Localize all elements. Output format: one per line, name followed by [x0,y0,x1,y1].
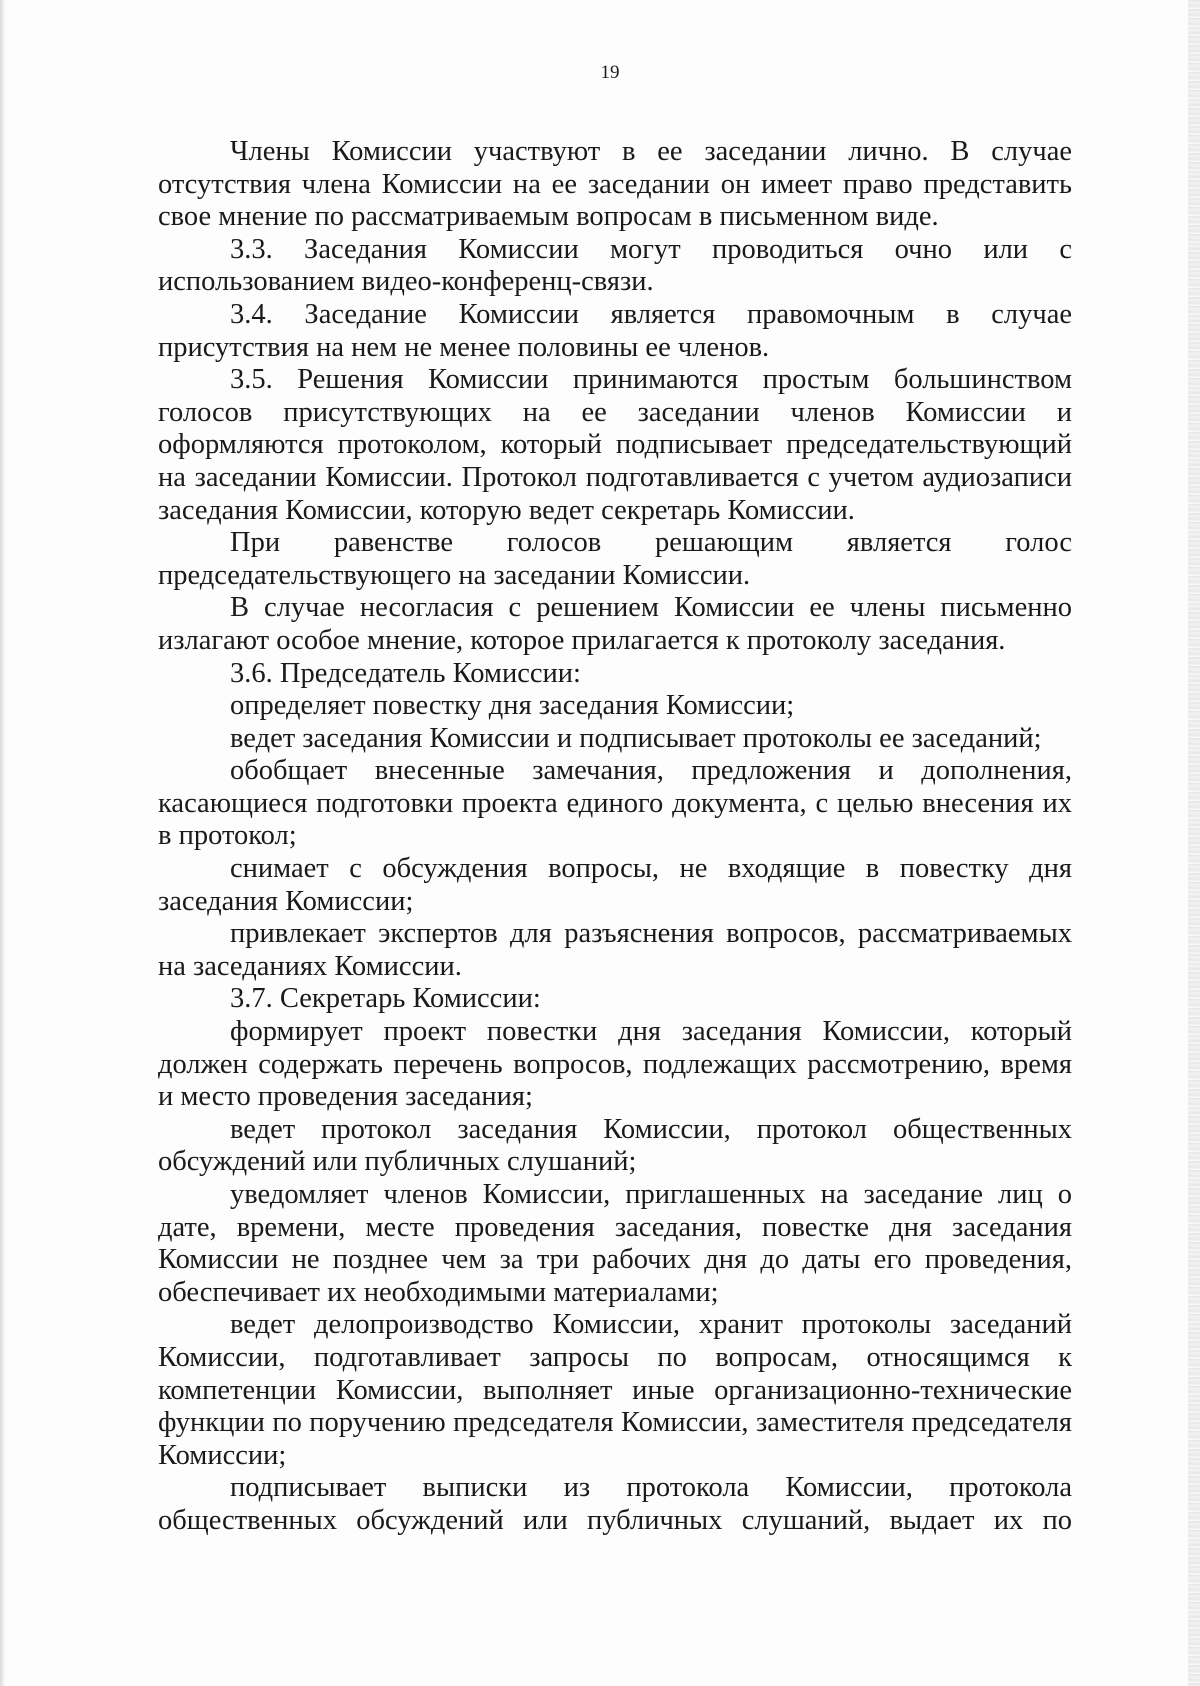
scan-left-edge [0,0,6,1686]
list-item-secretary-records: ведет делопроизводство Комиссии, хранит протоколы заседаний Комиссии, подготавливает запросы по вопросам, относящимся к компетенции Комиссии, выполняет иные организационно-технические функции по поручению председателя Комиссии, заместителя председателя Комиссии; [158,1309,1072,1471]
list-item-chairman-agenda: определяет повестку дня заседания Комиссии; [230,690,795,722]
paragraph-3-4: 3.4. Заседание Комиссии является правомочным в случае присутствия на нем не менее половины ее членов. [158,298,1072,363]
list-item-secretary-notifies: уведомляет членов Комиссии, приглашенных на заседание лиц о дате, времени, месте проведения заседания, повестке дня заседания Комиссии не позднее чем за три рабочих дня до даты его проведения, обеспечивает их необходимыми материалами; [158,1179,1072,1308]
list-item-secretary-minutes: ведет протокол заседания Комиссии, протокол общественных обсуждений или публичных слушаний; [158,1113,1072,1178]
list-item-chairman-experts: привлекает экспертов для разъяснения вопросов, рассматриваемых на заседаниях Комиссии. [158,918,1072,982]
paragraph-members-attendance: Члены Комиссии участвуют в ее заседании лично. В случае отсутствия члена Комиссии на ее заседании он имеет право представить свое мнение по рассматриваемым вопросам в письменном виде. [158,136,1072,233]
list-item-secretary-agenda: формирует проект повестки дня заседания Комиссии, который должен содержать перечень вопросов, подлежащих рассмотрению, время и место проведения заседания; [158,1016,1072,1113]
paragraph-3-6-heading: 3.6. Председатель Комиссии: [230,657,581,689]
paragraph-3-5: 3.5. Решения Комиссии принимаются простым большинством голосов присутствующих на ее заседании членов Комиссии и оформляются протоколом, который подписывает председательствующий на заседании Комиссии. Протокол подготавливается с учетом аудиозаписи заседания Комиссии, которую ведет секретарь Комиссии. [158,364,1072,526]
paragraph-3-7-heading: 3.7. Секретарь Комиссии: [230,983,541,1015]
paragraph-disagreement: В случае несогласия с решением Комиссии ее члены письменно излагают особое мнение, которое прилагается к протоколу заседания. [158,592,1072,656]
list-item-secretary-extracts: подписывает выписки из протокола Комиссии, протокола общественных обсуждений или публичных слушаний, выдает их по [158,1472,1072,1536]
paragraph-3-3: 3.3. Заседания Комиссии могут проводиться очно или с использованием видео-конференц-связи. [158,233,1072,298]
list-item-chairman-leads: ведет заседания Комиссии и подписывает протоколы ее заседаний; [230,722,1042,754]
scan-right-edge [1188,0,1200,1686]
page-number: 19 [600,62,620,83]
paragraph-equal-votes: При равенстве голосов решающим является голос председательствующего на заседании Комиссии. [158,527,1072,591]
list-item-chairman-summarizes: обобщает внесенные замечания, предложения и дополнения, касающиеся подготовки проекта единого документа, с целью внесения их в протокол; [158,755,1072,852]
list-item-chairman-removes: снимает с обсуждения вопросы, не входящие в повестку дня заседания Комиссии; [158,853,1072,917]
document-body [158,136,1072,1538]
